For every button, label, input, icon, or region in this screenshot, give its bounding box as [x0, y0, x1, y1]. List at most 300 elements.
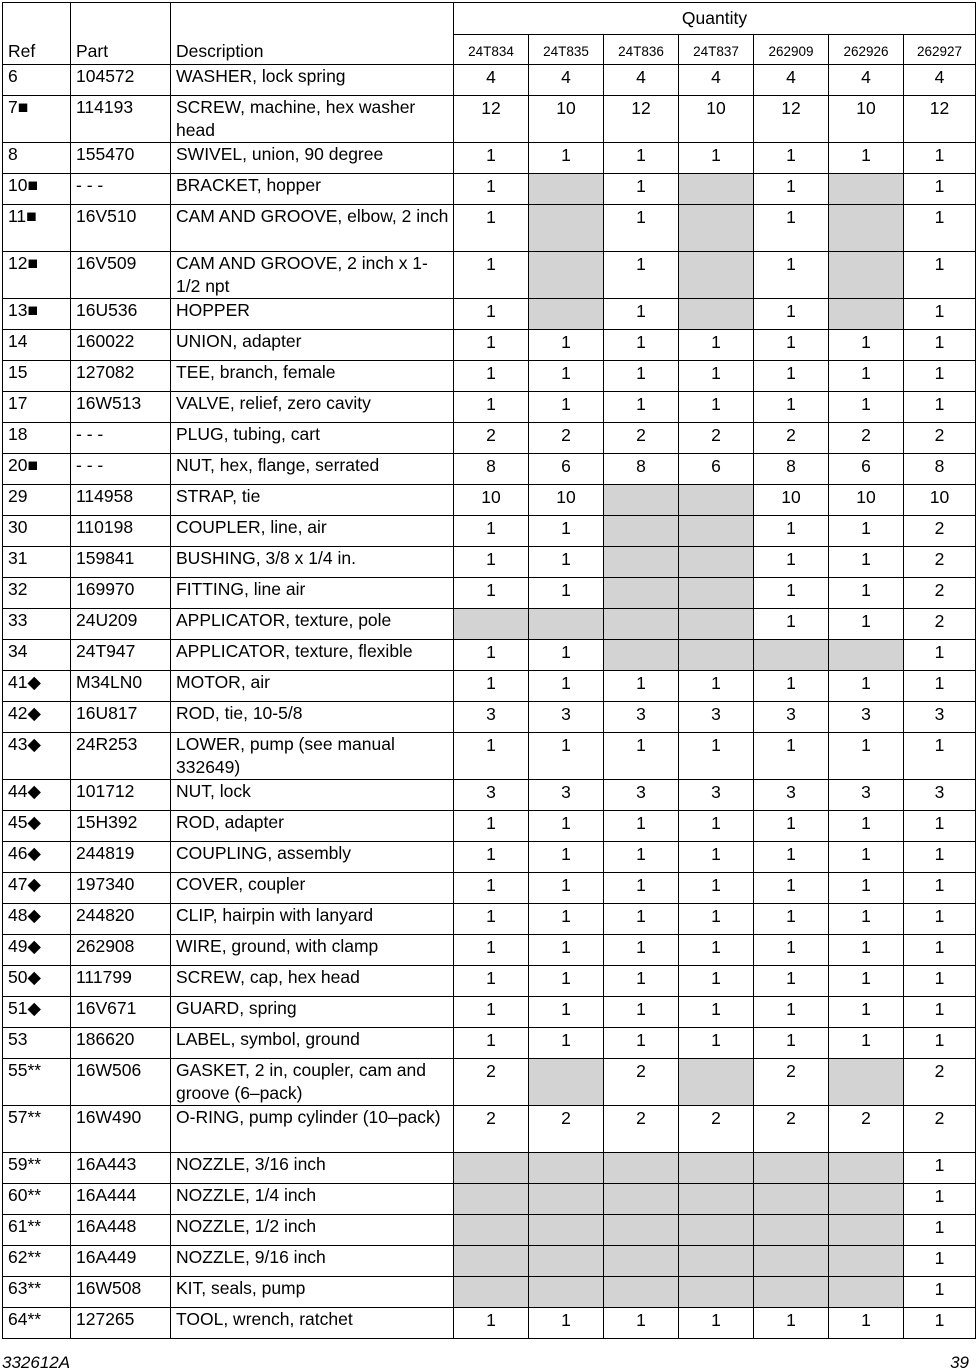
ref-cell: 46◆: [3, 842, 71, 873]
ref-cell: 31: [3, 547, 71, 578]
quantity-cell: 1: [529, 842, 604, 873]
part-number-cell: 24R253: [71, 733, 171, 780]
quantity-cell: 1: [529, 640, 604, 671]
quantity-cell: 1: [604, 174, 679, 205]
quantity-cell: 1: [604, 392, 679, 423]
quantity-cell: 1: [604, 143, 679, 174]
quantity-cell: 1: [679, 1028, 754, 1059]
description-cell: NUT, hex, flange, serrated: [171, 454, 454, 485]
part-number-cell: 111799: [71, 966, 171, 997]
ref-cell: 55**: [3, 1059, 71, 1106]
quantity-cell: 2: [829, 1106, 904, 1153]
quantity-cell: 1: [754, 392, 829, 423]
quantity-cell: 1: [754, 966, 829, 997]
quantity-cell: 1: [829, 578, 904, 609]
quantity-cell: [604, 640, 679, 671]
quantity-cell: [754, 1215, 829, 1246]
quantity-cell: [829, 1059, 904, 1106]
description-cell: KIT, seals, pump: [171, 1277, 454, 1308]
quantity-cell: [454, 1246, 529, 1277]
model-header: 24T834: [454, 35, 529, 65]
ref-cell: 29: [3, 485, 71, 516]
quantity-cell: 1: [454, 733, 529, 780]
quantity-cell: [529, 609, 604, 640]
quantity-cell: 1: [604, 361, 679, 392]
quantity-cell: 1: [454, 361, 529, 392]
part-number-cell: M34LN0: [71, 671, 171, 702]
quantity-cell: [604, 516, 679, 547]
description-cell: NOZZLE, 1/2 inch: [171, 1215, 454, 1246]
table-row: [3, 252, 976, 299]
quantity-cell: 10: [829, 485, 904, 516]
quantity-cell: 1: [754, 935, 829, 966]
description-cell: SCREW, machine, hex washer head: [171, 96, 454, 143]
part-number-cell: - - -: [71, 174, 171, 205]
quantity-cell: 12: [604, 96, 679, 143]
quantity-cell: [829, 1277, 904, 1308]
part-number-cell: 16A449: [71, 1246, 171, 1277]
quantity-cell: [829, 174, 904, 205]
ref-cell: 48◆: [3, 904, 71, 935]
part-number-cell: 16A444: [71, 1184, 171, 1215]
quantity-cell: [454, 1184, 529, 1215]
quantity-cell: 1: [529, 811, 604, 842]
quantity-cell: 1: [604, 252, 679, 299]
quantity-cell: 1: [829, 904, 904, 935]
quantity-cell: 1: [904, 1277, 976, 1308]
ref-cell: 15: [3, 361, 71, 392]
quantity-cell: 1: [529, 1308, 604, 1339]
quantity-cell: 2: [604, 1106, 679, 1153]
quantity-cell: 1: [679, 361, 754, 392]
quantity-cell: 1: [904, 299, 976, 330]
part-number-cell: 16A443: [71, 1153, 171, 1184]
document-number: 332612A: [2, 1353, 71, 1372]
quantity-cell: 3: [829, 702, 904, 733]
quantity-cell: 1: [754, 842, 829, 873]
table-row: [3, 1308, 976, 1339]
quantity-cell: 1: [904, 392, 976, 423]
table-row: [3, 671, 976, 702]
description-cell: CAM AND GROOVE, 2 inch x 1-1/2 npt: [171, 252, 454, 299]
quantity-cell: 1: [904, 1153, 976, 1184]
description-cell: MOTOR, air: [171, 671, 454, 702]
description-cell: FITTING, line air: [171, 578, 454, 609]
quantity-cell: [604, 609, 679, 640]
table-row: [3, 205, 976, 252]
quantity-cell: [604, 1277, 679, 1308]
quantity-cell: 2: [679, 423, 754, 454]
quantity-cell: [679, 1215, 754, 1246]
description-cell: NOZZLE, 3/16 inch: [171, 1153, 454, 1184]
description-cell: NUT, lock: [171, 780, 454, 811]
quantity-cell: [529, 299, 604, 330]
description-header: Description: [171, 3, 454, 65]
quantity-cell: 1: [604, 966, 679, 997]
description-cell: STRAP, tie: [171, 485, 454, 516]
quantity-cell: [529, 1184, 604, 1215]
table-row: [3, 1277, 976, 1308]
quantity-cell: 3: [679, 780, 754, 811]
quantity-cell: 4: [679, 65, 754, 96]
quantity-cell: 1: [679, 143, 754, 174]
quantity-cell: 1: [529, 997, 604, 1028]
quantity-cell: 2: [904, 547, 976, 578]
quantity-cell: 2: [904, 609, 976, 640]
quantity-cell: 1: [604, 904, 679, 935]
quantity-cell: 3: [904, 780, 976, 811]
part-number-cell: 16W513: [71, 392, 171, 423]
quantity-cell: [529, 205, 604, 252]
quantity-cell: [829, 299, 904, 330]
description-cell: APPLICATOR, texture, pole: [171, 609, 454, 640]
quantity-cell: 1: [754, 811, 829, 842]
quantity-cell: 8: [454, 454, 529, 485]
quantity-cell: 1: [604, 1308, 679, 1339]
table-row: [3, 96, 976, 143]
quantity-cell: 1: [829, 547, 904, 578]
quantity-cell: 12: [454, 96, 529, 143]
quantity-cell: 1: [454, 516, 529, 547]
quantity-cell: 1: [904, 361, 976, 392]
ref-cell: 6: [3, 65, 71, 96]
ref-cell: 47◆: [3, 873, 71, 904]
table-row: [3, 609, 976, 640]
ref-cell: 49◆: [3, 935, 71, 966]
quantity-cell: 1: [829, 361, 904, 392]
quantity-cell: 1: [454, 873, 529, 904]
quantity-cell: 4: [754, 65, 829, 96]
quantity-cell: [679, 609, 754, 640]
quantity-cell: 2: [454, 1106, 529, 1153]
quantity-cell: 1: [679, 1308, 754, 1339]
table-row: [3, 1028, 976, 1059]
quantity-cell: [604, 485, 679, 516]
quantity-cell: 3: [454, 780, 529, 811]
ref-cell: 30: [3, 516, 71, 547]
quantity-cell: 1: [754, 143, 829, 174]
quantity-cell: 12: [904, 96, 976, 143]
quantity-cell: [679, 1246, 754, 1277]
quantity-cell: 1: [454, 547, 529, 578]
quantity-cell: 1: [904, 1184, 976, 1215]
quantity-cell: [679, 1059, 754, 1106]
quantity-cell: 3: [829, 780, 904, 811]
table-row: [3, 640, 976, 671]
ref-cell: 59**: [3, 1153, 71, 1184]
quantity-cell: [829, 252, 904, 299]
table-row: [3, 780, 976, 811]
quantity-cell: 1: [904, 330, 976, 361]
quantity-cell: 4: [529, 65, 604, 96]
quantity-cell: 3: [679, 702, 754, 733]
quantity-cell: 1: [754, 330, 829, 361]
part-number-cell: 16V509: [71, 252, 171, 299]
table-row: [3, 299, 976, 330]
description-cell: TEE, branch, female: [171, 361, 454, 392]
description-cell: LOWER, pump (see manual 332649): [171, 733, 454, 780]
quantity-cell: 1: [454, 935, 529, 966]
quantity-cell: 1: [754, 1028, 829, 1059]
quantity-cell: 1: [904, 935, 976, 966]
quantity-cell: 1: [604, 935, 679, 966]
ref-cell: 57**: [3, 1106, 71, 1153]
description-cell: SCREW, cap, hex head: [171, 966, 454, 997]
quantity-cell: 1: [754, 361, 829, 392]
ref-cell: 60**: [3, 1184, 71, 1215]
model-header: 262926: [829, 35, 904, 65]
quantity-cell: 1: [904, 997, 976, 1028]
quantity-cell: 1: [454, 904, 529, 935]
quantity-cell: 1: [829, 143, 904, 174]
quantity-cell: 4: [904, 65, 976, 96]
quantity-cell: 1: [604, 733, 679, 780]
ref-cell: 45◆: [3, 811, 71, 842]
quantity-cell: 2: [904, 423, 976, 454]
quantity-cell: 2: [604, 1059, 679, 1106]
quantity-cell: 1: [454, 392, 529, 423]
quantity-cell: 3: [454, 702, 529, 733]
quantity-cell: 1: [754, 733, 829, 780]
part-number-cell: 159841: [71, 547, 171, 578]
quantity-cell: [454, 1153, 529, 1184]
quantity-cell: [829, 1153, 904, 1184]
quantity-cell: 1: [454, 1308, 529, 1339]
table-row: [3, 935, 976, 966]
table-row: [3, 174, 976, 205]
quantity-cell: 6: [829, 454, 904, 485]
ref-cell: 50◆: [3, 966, 71, 997]
quantity-cell: 1: [529, 578, 604, 609]
description-cell: HOPPER: [171, 299, 454, 330]
quantity-cell: 1: [529, 330, 604, 361]
quantity-cell: 1: [829, 733, 904, 780]
table-row: [3, 904, 976, 935]
description-cell: NOZZLE, 9/16 inch: [171, 1246, 454, 1277]
quantity-cell: 1: [529, 873, 604, 904]
quantity-cell: 1: [604, 299, 679, 330]
description-cell: TOOL, wrench, ratchet: [171, 1308, 454, 1339]
part-number-cell: 114958: [71, 485, 171, 516]
quantity-cell: [679, 516, 754, 547]
quantity-cell: 1: [454, 252, 529, 299]
quantity-cell: 1: [604, 997, 679, 1028]
quantity-cell: 1: [904, 640, 976, 671]
quantity-cell: 1: [529, 1028, 604, 1059]
quantity-cell: [679, 578, 754, 609]
ref-cell: 43◆: [3, 733, 71, 780]
ref-header: Ref: [3, 3, 71, 65]
part-number-cell: 169970: [71, 578, 171, 609]
description-cell: APPLICATOR, texture, flexible: [171, 640, 454, 671]
part-number-cell: - - -: [71, 423, 171, 454]
quantity-cell: [679, 1153, 754, 1184]
ref-cell: 63**: [3, 1277, 71, 1308]
quantity-cell: 2: [904, 1059, 976, 1106]
quantity-cell: 1: [754, 174, 829, 205]
quantity-cell: 1: [829, 842, 904, 873]
ref-cell: 53: [3, 1028, 71, 1059]
quantity-cell: 10: [454, 485, 529, 516]
table-row: [3, 330, 976, 361]
quantity-cell: 1: [679, 873, 754, 904]
table-row: [3, 1106, 976, 1153]
quantity-cell: 1: [454, 671, 529, 702]
quantity-cell: 1: [904, 733, 976, 780]
quantity-cell: [529, 252, 604, 299]
quantity-cell: 1: [754, 671, 829, 702]
quantity-cell: 4: [604, 65, 679, 96]
quantity-cell: 4: [454, 65, 529, 96]
quantity-cell: 1: [604, 842, 679, 873]
quantity-cell: 1: [454, 578, 529, 609]
description-cell: O-RING, pump cylinder (10–pack): [171, 1106, 454, 1153]
quantity-cell: 1: [829, 671, 904, 702]
quantity-cell: 2: [529, 423, 604, 454]
quantity-cell: 1: [454, 1028, 529, 1059]
part-number-cell: 16U536: [71, 299, 171, 330]
quantity-cell: 1: [829, 392, 904, 423]
table-row: [3, 392, 976, 423]
quantity-cell: 1: [904, 205, 976, 252]
quantity-cell: 1: [904, 671, 976, 702]
ref-cell: 51◆: [3, 997, 71, 1028]
quantity-cell: 1: [454, 205, 529, 252]
ref-cell: 61**: [3, 1215, 71, 1246]
table-row: [3, 733, 976, 780]
quantity-cell: 1: [454, 299, 529, 330]
quantity-cell: 1: [904, 966, 976, 997]
quantity-cell: [754, 1277, 829, 1308]
quantity-cell: 8: [904, 454, 976, 485]
part-number-cell: 24U209: [71, 609, 171, 640]
quantity-cell: 8: [604, 454, 679, 485]
quantity-cell: 10: [829, 96, 904, 143]
quantity-cell: [829, 1215, 904, 1246]
description-cell: COVER, coupler: [171, 873, 454, 904]
table-body: [3, 65, 976, 1339]
quantity-cell: 1: [904, 143, 976, 174]
description-cell: COUPLING, assembly: [171, 842, 454, 873]
quantity-cell: 10: [754, 485, 829, 516]
quantity-cell: 6: [679, 454, 754, 485]
quantity-cell: 1: [604, 873, 679, 904]
quantity-cell: [604, 1246, 679, 1277]
quantity-cell: [679, 1277, 754, 1308]
quantity-cell: 1: [829, 516, 904, 547]
quantity-cell: [679, 299, 754, 330]
quantity-cell: 2: [904, 516, 976, 547]
table-row: [3, 997, 976, 1028]
description-cell: CLIP, hairpin with lanyard: [171, 904, 454, 935]
ref-cell: 8: [3, 143, 71, 174]
quantity-cell: [604, 578, 679, 609]
quantity-cell: 3: [754, 780, 829, 811]
table-row: [3, 65, 976, 96]
quantity-cell: [679, 547, 754, 578]
quantity-cell: 3: [529, 702, 604, 733]
quantity-cell: 3: [754, 702, 829, 733]
quantity-cell: 1: [454, 174, 529, 205]
part-number-cell: 244819: [71, 842, 171, 873]
part-number-cell: 24T947: [71, 640, 171, 671]
quantity-cell: 2: [904, 578, 976, 609]
description-cell: ROD, tie, 10-5/8: [171, 702, 454, 733]
ref-cell: 20■: [3, 454, 71, 485]
quantity-cell: 1: [904, 1246, 976, 1277]
quantity-cell: [679, 205, 754, 252]
model-header: 24T835: [529, 35, 604, 65]
quantity-cell: 1: [529, 671, 604, 702]
description-cell: SWIVEL, union, 90 degree: [171, 143, 454, 174]
part-number-cell: 160022: [71, 330, 171, 361]
quantity-cell: 1: [904, 252, 976, 299]
quantity-cell: 1: [829, 966, 904, 997]
quantity-header: Quantity: [454, 3, 976, 35]
quantity-cell: [754, 1184, 829, 1215]
part-number-cell: 16W490: [71, 1106, 171, 1153]
description-cell: WIRE, ground, with clamp: [171, 935, 454, 966]
part-number-cell: 155470: [71, 143, 171, 174]
quantity-cell: 1: [754, 299, 829, 330]
part-number-cell: 104572: [71, 65, 171, 96]
part-header: Part: [71, 3, 171, 65]
quantity-cell: 2: [754, 1106, 829, 1153]
table-row: [3, 361, 976, 392]
quantity-cell: 1: [754, 873, 829, 904]
quantity-cell: 1: [454, 640, 529, 671]
quantity-cell: 2: [454, 423, 529, 454]
part-number-cell: 16A448: [71, 1215, 171, 1246]
quantity-cell: 1: [904, 811, 976, 842]
quantity-cell: 1: [829, 330, 904, 361]
quantity-cell: 1: [904, 1308, 976, 1339]
quantity-cell: 1: [679, 811, 754, 842]
table-row: [3, 1246, 976, 1277]
description-cell: ROD, adapter: [171, 811, 454, 842]
quantity-cell: 1: [754, 516, 829, 547]
quantity-cell: 1: [529, 733, 604, 780]
description-cell: GUARD, spring: [171, 997, 454, 1028]
quantity-cell: 2: [604, 423, 679, 454]
quantity-cell: 1: [904, 873, 976, 904]
quantity-cell: 1: [679, 904, 754, 935]
part-number-cell: - - -: [71, 454, 171, 485]
quantity-cell: 1: [529, 516, 604, 547]
model-header: 262909: [754, 35, 829, 65]
quantity-cell: [529, 1059, 604, 1106]
quantity-cell: 1: [529, 966, 604, 997]
quantity-cell: [454, 609, 529, 640]
quantity-cell: 1: [829, 609, 904, 640]
quantity-cell: 1: [604, 671, 679, 702]
quantity-cell: 1: [529, 392, 604, 423]
model-header: 262927: [904, 35, 976, 65]
part-number-cell: 262908: [71, 935, 171, 966]
quantity-cell: 1: [904, 1028, 976, 1059]
quantity-cell: 1: [679, 671, 754, 702]
quantity-cell: 1: [754, 609, 829, 640]
quantity-cell: [829, 205, 904, 252]
quantity-cell: 1: [604, 205, 679, 252]
ref-cell: 44◆: [3, 780, 71, 811]
table-row: [3, 578, 976, 609]
quantity-cell: 1: [679, 842, 754, 873]
quantity-cell: [604, 1184, 679, 1215]
ref-cell: 32: [3, 578, 71, 609]
quantity-cell: 10: [529, 96, 604, 143]
table-row: [3, 516, 976, 547]
